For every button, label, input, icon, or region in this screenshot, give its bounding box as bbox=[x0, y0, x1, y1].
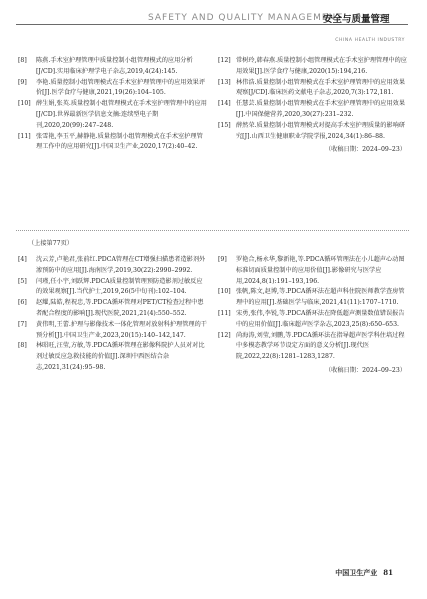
reference-item bbox=[18, 78, 208, 100]
reference-text: 赵耀,陆皓,程祝忠,等.PDCA循环管理对PET/CT检查过程中患者配合程度的影响[J].现代医院,2021,21(4):550–552. bbox=[36, 299, 204, 317]
reference-text: 任慧芸.质量控制小组管理模式在手术室护理管理中的应用效果[J].中国保健营养,2020,30(27):231–232. bbox=[236, 100, 406, 118]
reference-item bbox=[218, 309, 408, 331]
reference-item bbox=[218, 78, 408, 100]
reference-number: [10] bbox=[18, 100, 31, 108]
references-top-right bbox=[218, 56, 408, 156]
reference-text: 薛生娟,张英.质量控制小组管理模式在手术室护理管理中的应用[J/CD].世界最新医学信息文摘:连续型电子期刊,2020,20(99):247–248. bbox=[36, 100, 207, 129]
reference-item bbox=[218, 99, 408, 121]
reference-number: [12] bbox=[218, 331, 231, 339]
page-footer bbox=[335, 568, 393, 578]
reference-item bbox=[218, 121, 408, 143]
reference-number: [4] bbox=[18, 256, 27, 263]
reference-item bbox=[18, 132, 208, 154]
header-english-title: SAFETY AND QUALITY MANAGEMENT bbox=[148, 13, 343, 23]
reference-text: 常树玲,韩春燕.质量控制小组管理模式在手术室护理管理中的应用效果[J].医学食疗与健康,2020(15):194,216. bbox=[236, 57, 407, 75]
references-top-left bbox=[18, 56, 208, 153]
page-header bbox=[0, 0, 427, 44]
reference-number: [11] bbox=[18, 132, 31, 140]
reference-item bbox=[18, 99, 208, 131]
reference-item bbox=[218, 331, 408, 363]
page-number: 81 bbox=[383, 568, 393, 577]
reference-number: [7] bbox=[18, 320, 27, 328]
reference-number: [10] bbox=[218, 288, 231, 296]
continued-from-label: （上接第77页） bbox=[28, 240, 73, 247]
reference-text: 沈云芳,卢艳君,张前红.PDCA管理在CT增强扫描患者造影剂外渗预防中的应用[J].海南医学,2019,30(22):2990–2992. bbox=[36, 256, 206, 274]
reference-number: [14] bbox=[218, 100, 231, 108]
reference-number: [5] bbox=[18, 277, 27, 285]
reference-text: 陈燕.手术室护理管理中质量控制小组管理模式的应用分析[J/CD].实用临床护理学电子杂志,2019,4(24):145. bbox=[36, 57, 193, 75]
reference-text: 林伟浩.质量控制小组管理模式在手术室护理管理中的应用效果观察[J/CD].临床医药文献电子杂志,2020,7(3):172,181. bbox=[236, 78, 406, 97]
reference-text: 林昭旺,汪莹,方敏,等.PDCA循环管理在影像科院护人员对对比剂过敏反应急救技能的价值[J].深圳中西医结合杂志,2021,31(24):95–98. bbox=[36, 342, 205, 371]
references-bottom-right bbox=[218, 255, 408, 377]
reference-text: 李艳.质量控制小组管理模式在手术室护理管理中的应用效果评价[J].医学食疗与健康,2021,19(26):104–105. bbox=[36, 78, 206, 97]
reference-item bbox=[218, 287, 408, 309]
reference-text: 薛然荣.质量控制小组管理模式对提高手术室护理质量的影响研究[J].山西卫生健康职业学院学报,2024,34(1):86–88. bbox=[236, 121, 406, 140]
reference-item bbox=[18, 341, 208, 373]
received-date: （收稿日期：2024–09–23） bbox=[325, 366, 406, 374]
reference-text: 闫瑾,任小宇,刘跃辉.PDCA质量控制管理预防造影剂过敏反应的效果观察[J].当代护士,2019,26(5中旬刊):102–104. bbox=[36, 277, 203, 296]
references-bottom-left bbox=[18, 255, 208, 374]
section-divider bbox=[16, 230, 409, 231]
reference-number: [9] bbox=[18, 78, 27, 86]
reference-text: 张帆,陈文,赵博,等.PDCA循环法在超声科住院医师教学查房管理中的应用[J].基础医学与临床,2021,41(11):1707–1710. bbox=[236, 288, 405, 307]
received-date: （收稿日期：2024–09–23） bbox=[325, 146, 406, 154]
reference-item bbox=[218, 56, 408, 78]
reference-number: [9] bbox=[218, 256, 227, 263]
reference-item bbox=[18, 320, 208, 342]
reference-item bbox=[18, 298, 208, 320]
reference-item bbox=[18, 255, 208, 277]
header-subtitle: CHINA HEALTH INDUSTRY bbox=[335, 38, 405, 43]
reference-number: [6] bbox=[18, 299, 27, 307]
reference-text: 张雪艳,李玉平,赫静艳.质量控制小组管理模式在手术室护理管理工作中的应用研究[J].中国卫生产业,2020,17(2):40–42. bbox=[36, 132, 203, 151]
reference-number: [8] bbox=[18, 57, 27, 64]
reference-text: 黄伟明,王蕾.护理与影像技术一体化管理对放射科护理管理的干预分析[J].中国卫生产业,2023,20(15):140–142,147. bbox=[36, 320, 207, 339]
reference-item bbox=[218, 255, 408, 287]
reference-number: [15] bbox=[218, 121, 231, 129]
reference-text: 宋勇,张伟,李锐,等.PDCA循环法在降低超声测量数值错误报告中的应用价值[J].临床超声医学杂志,2023,25(8):650–653. bbox=[236, 309, 405, 328]
reference-text: 罗艳合,杨永华,黎新艳,等.PDCA循环管理法在小儿超声心动图标准切面质量控制中的应用价值[J].影像研究与医学应用,2024,8(1):191–193,196. bbox=[236, 256, 405, 285]
reference-number: [11] bbox=[218, 309, 231, 317]
reference-number: [13] bbox=[218, 78, 231, 86]
header-chinese-title: 安全与质量管理 bbox=[323, 14, 390, 25]
reference-item bbox=[18, 56, 208, 78]
reference-item bbox=[18, 277, 208, 299]
reference-number: [8] bbox=[18, 342, 27, 350]
footer-journal-name: 中国卫生产业 bbox=[335, 568, 378, 577]
reference-text: 尚海涛,刘莹,刘鹏,等.PDCA循环法在指导超声医学科住培过程中多模态教学环节设定方面的意义分析[J].现代医院,2022,22(8):1281–1283,1287. bbox=[236, 331, 405, 361]
reference-number: [12] bbox=[218, 57, 231, 64]
